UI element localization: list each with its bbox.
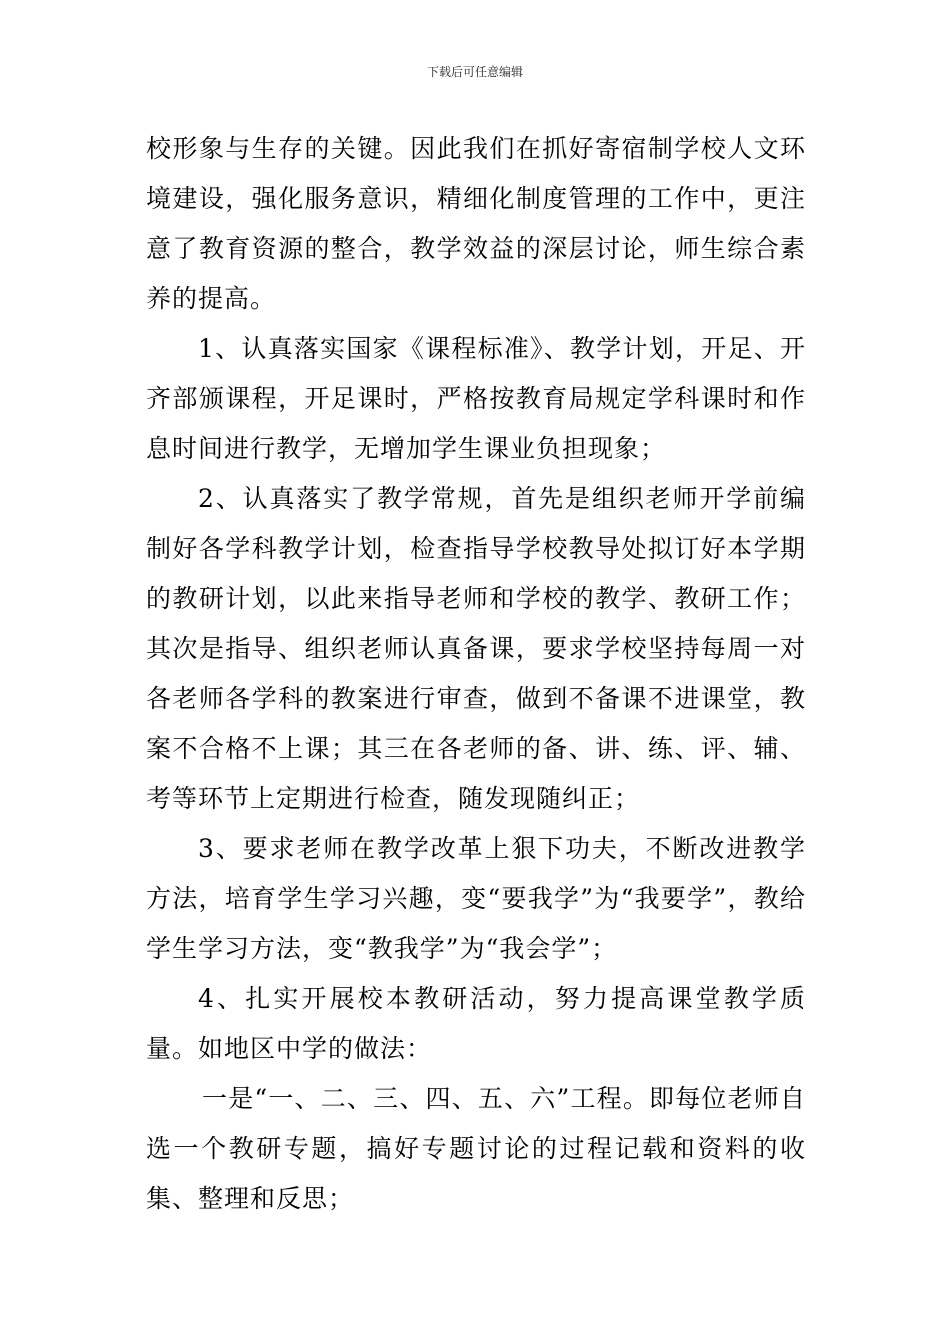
paragraph-sub-item-1: 一是“一、二、三、四、五、六”工程。即每位老师自选一个教研专题，搞好专题讨论的过程记载和资料的收集、整理和反思； (146, 1084, 806, 1213)
paragraph-item-2: 2、认真落实了教学常规，首先是组织老师开学前编制好各学科教学计划，检查指导学校教导处拟订好本学期的教研计划，以此来指导老师和学校的教学、教研工作；其次是指导、组织老师认真备课，要求学校坚持每周一对各老师各学科的教案进行审查，做到不备课不进课堂，教案不合格不上课；其三在各老师的备、讲、练、评、辅、考等环节上定期进行检查，随发现随纠正； (146, 484, 806, 813)
paragraph-item-1: 1、认真落实国家《课程标准》、教学计划，开足、开齐部颁课程，开足课时，严格按教育局规定学科课时和作息时间进行教学，无增加学生课业负担现象； (146, 334, 806, 463)
document-body (146, 124, 806, 1224)
paragraph-item-3: 3、要求老师在教学改革上狠下功夫，不断改进教学方法，培育学生学习兴趣，变“要我学”为“我要学”，教给学生学习方法，变“教我学”为“我会学”； (146, 834, 806, 963)
paragraph-continuation: 校形象与生存的关键。因此我们在抓好寄宿制学校人文环境建设，强化服务意识，精细化制度管理的工作中，更注意了教育资源的整合，教学效益的深层讨论，师生综合素养的提高。 (146, 134, 806, 313)
page-header: 下载后可任意编辑 (426, 65, 523, 79)
paragraph-item-4: 4、扎实开展校本教研活动，努力提高课堂教学质量。如地区中学的做法： (146, 984, 806, 1063)
